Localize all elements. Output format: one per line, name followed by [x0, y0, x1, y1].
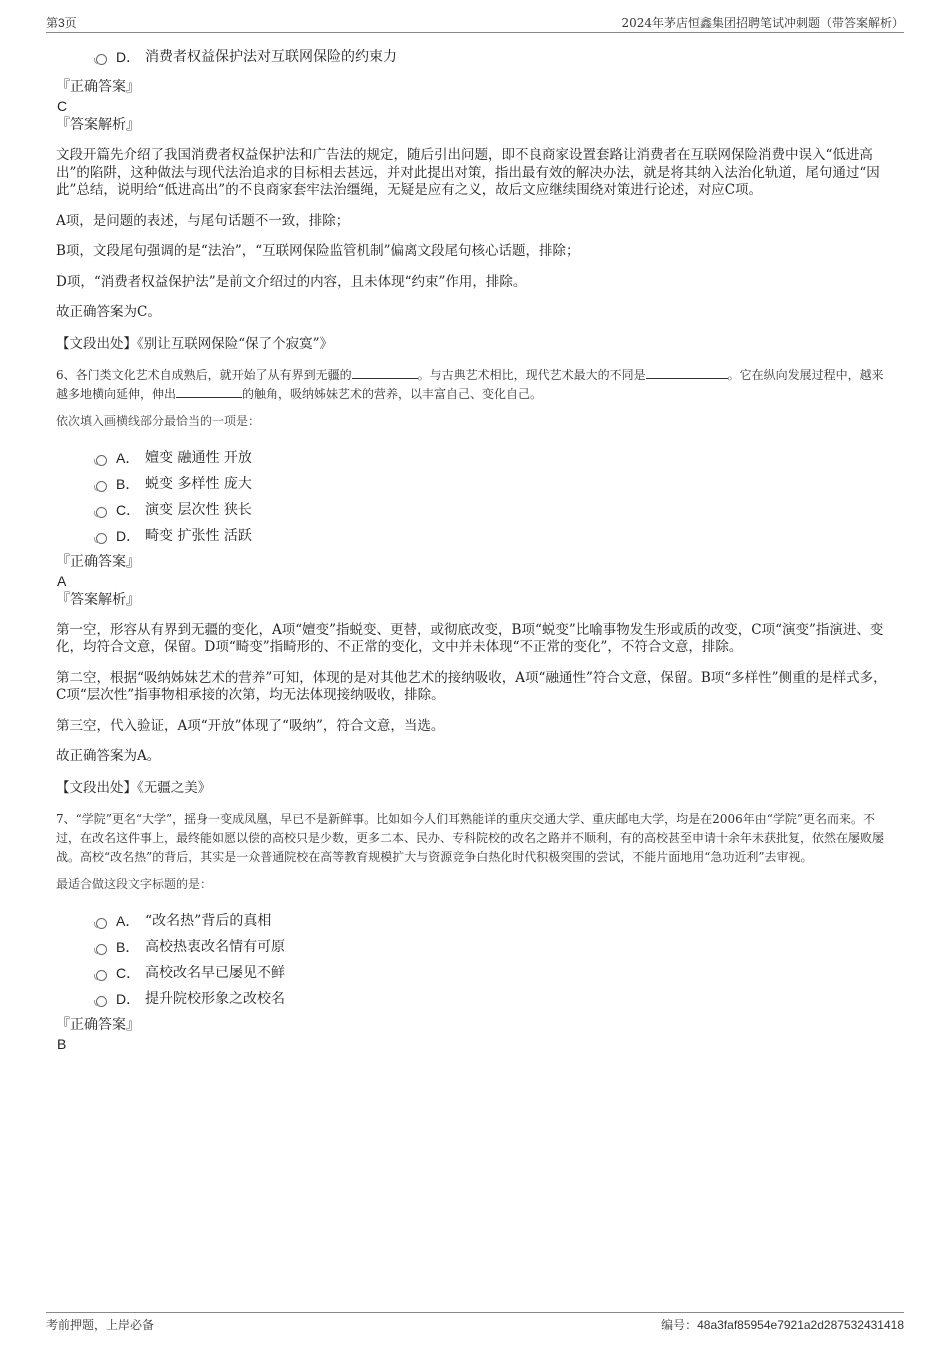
- radio-button[interactable]: [96, 944, 107, 955]
- analysis-paragraph: 故正确答案为C。: [56, 304, 161, 320]
- radio-button[interactable]: [96, 507, 107, 518]
- blank: [352, 366, 418, 379]
- analysis-paragraph: A项，是问题的表述，与尾句话题不一致，排除；: [56, 212, 350, 229]
- footer-slogan: 考前押题，上岸必备: [46, 1318, 155, 1332]
- page-footer: [46, 1312, 904, 1338]
- content: [56, 40, 890, 1054]
- q7-option-d[interactable]: D． 提升院校形象之改校名: [56, 986, 890, 1012]
- q5-option-d[interactable]: D． 消费者权益保护法对互联网保险的约束力: [56, 44, 890, 70]
- q7-options: [56, 908, 890, 1012]
- source-citation: 【文段出处】《别让互联网保险“保了个寂寞”》: [56, 335, 334, 352]
- page-number: 第3页: [46, 16, 77, 30]
- blank: [646, 366, 728, 379]
- question-prompt: 依次填入画横线部分最恰当的一项是：: [56, 413, 261, 428]
- analysis-label: 『答案解析』: [56, 591, 140, 608]
- q6-option-a[interactable]: A． 嬗变 融通性 开放: [56, 445, 890, 471]
- analysis-paragraph: 第二空，根据“吸纳姊妹艺术的营养”可知，体现的是对其他艺术的接纳吸收，A项“融通性”符合文意，保留。B项“多样性”侧重的是样式多，C项“层次性”指事物相承接的次第，均无法体现接纳吸收，排除。: [56, 669, 887, 703]
- q7-option-b[interactable]: B． 高校热衷改名情有可原: [56, 934, 890, 960]
- analysis-paragraph: 第一空，形容从有界到无疆的变化，A项“嬗变”指蜕变、更替，或彻底改变，B项“蜕变”比喻事物发生形或质的改变，C项“演变”指演进、变化，均符合文意，保留。D项“畸变”指畸形的、不正常的变化，文中并未体现“不正常的变化”，不符合文意，排除。: [56, 621, 884, 655]
- q6-option-c[interactable]: C． 演变 层次性 狭长: [56, 497, 890, 523]
- radio-button[interactable]: [96, 455, 107, 466]
- blank: [176, 385, 242, 398]
- answer-label: 『正确答案』: [56, 553, 140, 570]
- answer-label: 『正确答案』: [56, 1016, 140, 1033]
- question-7-text: 7、“学院”更名“大学”，摇身一变成凤凰，早已不是新鲜事。比如如今人们耳熟能详的重庆交通大学、重庆邮电大学，均是在2006年由“学院”更名而来。不过，在改名这件事上，最终能如愿以偿的高校只是少数，更多二本、民办、专科院校的改名之路并不顺利，有的高校甚至申请十余年未获批复，依然在屡败屡战。高校“改名热”的背后，其实是一众普通院校在高等教育规模扩大与资源竞争白热化时代积极突围的尝试，不能片面地用“急功近利”去审视。: [56, 811, 885, 864]
- source-citation: 【文段出处】《无疆之美》: [56, 779, 212, 796]
- analysis-paragraph: B项，文段尾句强调的是“法治”，“互联网保险监管机制”偏离文段尾句核心话题，排除；: [56, 243, 580, 259]
- q6-options: [56, 445, 890, 549]
- q7-option-a[interactable]: A． “改名热”背后的真相: [56, 908, 890, 934]
- analysis-paragraph: 第三空，代入验证，A项“开放”体现了“吸纳”，符合文意，当选。: [56, 717, 445, 734]
- page-header: [46, 14, 904, 33]
- answer-label: 『正确答案』: [56, 79, 140, 95]
- document-title: 2024年茅店恒鑫集团招聘笔试冲刺题（带答案解析）: [621, 16, 904, 30]
- radio-button[interactable]: [96, 54, 107, 65]
- answer-value: B: [57, 1035, 67, 1052]
- radio-button[interactable]: [96, 481, 107, 492]
- answer-value: A: [57, 572, 67, 589]
- question-prompt: 最适合做这段文字标题的是：: [56, 876, 213, 891]
- q6-option-b[interactable]: B． 蜕变 多样性 庞大: [56, 471, 890, 497]
- analysis-paragraph: D项，“消费者权益保护法”是前文介绍过的内容，且未体现“约束”作用，排除。: [56, 273, 527, 290]
- q6-option-d[interactable]: D． 畸变 扩张性 活跃: [56, 523, 890, 549]
- document-id: 编号：48a3faf85954e7921a2d287532431418: [661, 1318, 904, 1332]
- analysis-paragraph: 故正确答案为A。: [56, 748, 161, 764]
- radio-button[interactable]: [96, 970, 107, 981]
- radio-button[interactable]: [96, 918, 107, 929]
- radio-button[interactable]: [96, 996, 107, 1007]
- question-6-text: 6、各门类文化艺术自成熟后，就开始了从有界到无疆的 。与古典艺术相比，现代艺术最大的不同是 。它在纵向发展过程中，越来越多地横向延伸，伸出 的触角，吸纳姊妹艺术的营养，以丰富自己、变化自己。: [56, 367, 884, 401]
- q7-option-c[interactable]: C． 高校改名早已屡见不鲜: [56, 960, 890, 986]
- answer-value: C: [57, 98, 68, 114]
- analysis-paragraph: 文段开篇先介绍了我国消费者权益保护法和广告法的规定，随后引出问题，即不良商家设置套路让消费者在互联网保险消费中误入“低进高出”的陷阱，这种做法与现代法治追求的目标相去甚远，并对此提出对策，指出最有效的解决办法，就是将其纳入法治化轨道，尾句通过“因此”总结，说明给“低进高出”的不良商家套牢法治缰绳，无疑是应有之义，故后文应继续围绕对策进行论述，对应C项。: [56, 147, 880, 198]
- radio-button[interactable]: [96, 533, 107, 544]
- analysis-label: 『答案解析』: [56, 117, 140, 133]
